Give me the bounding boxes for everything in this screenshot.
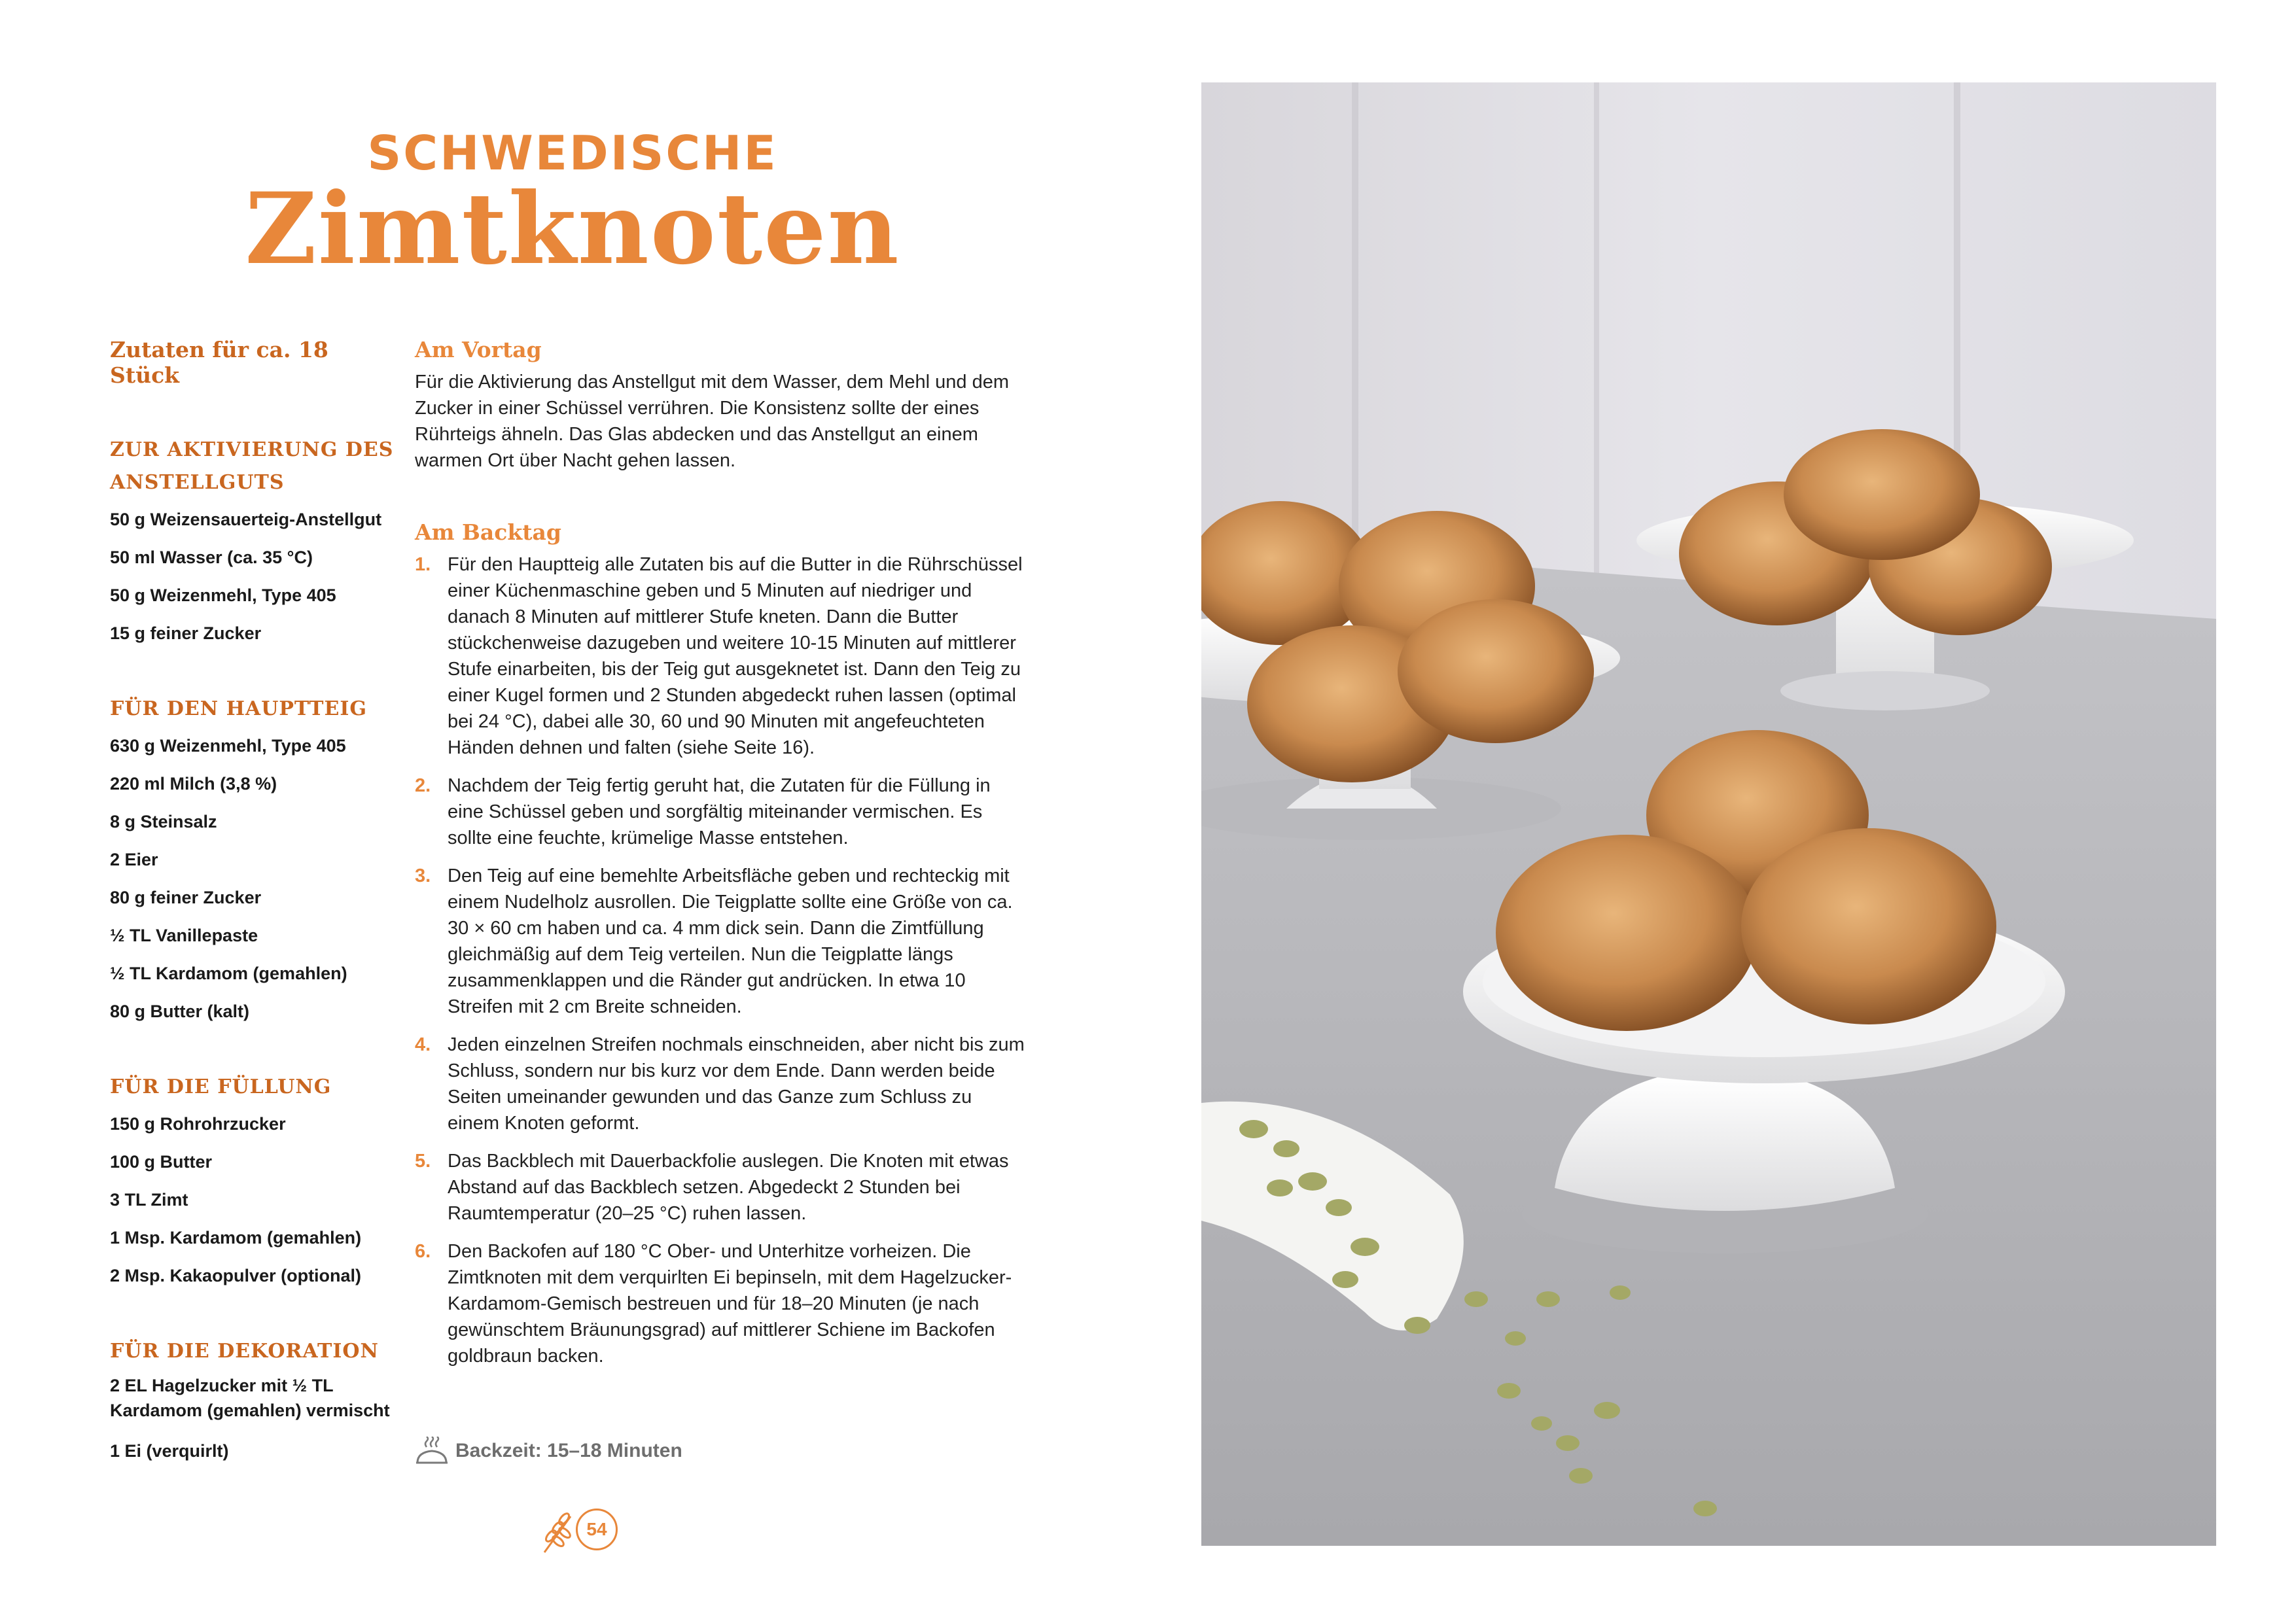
ingredient-group-main-dough (110, 693, 398, 1030)
step-number: 5. (415, 1151, 431, 1172)
ingredient-item: 80 g feiner Zucker (110, 888, 262, 907)
ingredient-item: 50 g Weizensauerteig-Anstellgut (110, 510, 382, 529)
ingredient-group-activation (110, 434, 398, 652)
step-text: Den Backofen auf 180 °C Ober- und Unterhitze vorheizen. Die Zimtknoten mit dem verquirlten Ei bepinseln, mit dem Hagelzucker-Kardamom-Gemisch bestreuen und für 18–20 Minuten (je nach gewünschtem Bräunungsgrad) auf mittlerer Schiene im Backofen goldbraun backen. (448, 1241, 1012, 1367)
ingredient-item: 150 g Rohrohrzucker (110, 1114, 286, 1134)
section-title-vortag: Am Vortag (415, 337, 542, 362)
step-text: Jeden einzelnen Streifen nochmals einschneiden, aber nicht bis zum Schluss, sondern nur bis kurz vor dem Ende. Dann werden beide Seiten umeinander gewunden und das Ganze zum Schluss zu einem Knoten geformt. (448, 1034, 1025, 1134)
page-title: Zimtknoten (245, 171, 900, 287)
ingredient-item: 1 Ei (verquirlt) (110, 1441, 229, 1461)
group-title: ZUR AKTIVIERUNG DES ANSTELLGUTS (110, 438, 394, 494)
ingredient-item: 2 EL Hagelzucker mit ½ TL Kardamom (gemahlen) vermischt (110, 1376, 390, 1420)
step-1 (415, 551, 1027, 761)
ingredient-item: 2 Eier (110, 850, 158, 869)
ingredient-item: 8 g Steinsalz (110, 812, 217, 831)
bake-time (415, 1437, 682, 1465)
ingredient-item: 80 g Butter (kalt) (110, 1002, 250, 1021)
ingredient-item: 3 TL Zimt (110, 1190, 188, 1210)
ingredient-item: 100 g Butter (110, 1152, 213, 1172)
ingredient-item: ½ TL Kardamom (gemahlen) (110, 964, 347, 983)
ingredients-column (110, 337, 398, 1510)
ingredient-item: 50 ml Wasser (ca. 35 °C) (110, 548, 313, 567)
recipe-photo (1201, 82, 2216, 1546)
ingredient-item: 50 g Weizenmehl, Type 405 (110, 585, 336, 605)
step-number: 4. (415, 1034, 431, 1055)
step-number: 3. (415, 865, 431, 886)
step-4 (415, 1032, 1027, 1136)
page-footer (538, 1497, 616, 1549)
title-kicker: SCHWEDISCHE (367, 126, 778, 181)
step-text: Nachdem der Teig fertig geruht hat, die Zutaten für die Füllung in eine Schüssel geben und sorgfältig miteinander vermischen. Es sollte eine feuchte, krümelige Masse entstehen. (448, 775, 991, 848)
step-number: 1. (415, 554, 431, 575)
page-number: 54 (576, 1509, 618, 1550)
ingredient-group-decoration (110, 1335, 398, 1470)
step-5 (415, 1148, 1027, 1227)
step-6 (415, 1238, 1027, 1369)
step-2 (415, 773, 1027, 851)
oven-steam-icon (415, 1437, 449, 1465)
step-text: Das Backblech mit Dauerbackfolie auslegen. Die Knoten mit etwas Abstand auf das Backblech setzen. Abgedeckt 2 Stunden bei Raumtemperatur (20–25 °C) ruhen lassen. (448, 1151, 1009, 1224)
step-number: 6. (415, 1241, 431, 1262)
step-3 (415, 863, 1027, 1020)
ingredient-group-filling (110, 1071, 398, 1295)
group-title: FÜR DEN HAUPTTEIG (110, 697, 368, 720)
ingredients-heading: Zutaten für ca. 18 Stück (110, 337, 328, 388)
group-title: FÜR DIE FÜLLUNG (110, 1075, 332, 1098)
step-text: Für den Hauptteig alle Zutaten bis auf die Butter in die Rührschüssel einer Küchenmaschine geben und 5 Minuten auf niedriger und danach 8 Minuten auf mittlerer Stufe kneten. Dann die Butter stückchenweise dazugeben und weitere 10-15 Minuten auf mittlerer Stufe einarbeiten, bis der Teig gut ausgeknetet ist. Dann den Teig zu einer Kugel formen und 2 Stunden abgedeckt ruhen lassen (optimal bei 24 °C), dabei alle 30, 60 und 90 Minuten mit angefeuchteten Händen dehnen und falten (siehe Seite 16). (448, 554, 1023, 758)
ingredient-item: ½ TL Vanillepaste (110, 926, 258, 945)
ingredient-item: 630 g Weizenmehl, Type 405 (110, 736, 346, 756)
ingredient-item: 1 Msp. Kardamom (gemahlen) (110, 1228, 362, 1248)
vortag-text: Für die Aktivierung das Anstellgut mit dem Wasser, dem Mehl und dem Zucker in einer Schüssel verrühren. Die Konsistenz sollte der eines Rührteigs ähneln. Das Glas abdecken und das Anstellgut an einem warmen Ort über Nacht gehen lassen. (415, 372, 1010, 471)
section-title-backtag: Am Backtag (415, 519, 561, 545)
bake-time-text: Backzeit: 15–18 Minuten (455, 1440, 682, 1461)
ingredient-item: 2 Msp. Kakaopulver (optional) (110, 1266, 362, 1285)
step-text: Den Teig auf eine bemehlte Arbeitsfläche geben und rechteckig mit einem Nudelholz ausrollen. Die Teigplatte sollte eine Größe von ca. 30 × 60 cm haben und ca. 4 mm dick sein. Dann die Zimtfüllung gleichmäßig auf dem Teig verteilen. Nun die Teigplatte längs zusammenklappen und die Ränder gut andrücken. In etwa 10 Streifen mit 2 cm Breite schneiden. (448, 865, 1013, 1017)
group-title: FÜR DIE DEKORATION (110, 1340, 379, 1363)
step-number: 2. (415, 775, 431, 796)
ingredient-item: 15 g feiner Zucker (110, 623, 262, 643)
instructions-column (415, 337, 1027, 1381)
ingredient-item: 220 ml Milch (3,8 %) (110, 774, 277, 794)
